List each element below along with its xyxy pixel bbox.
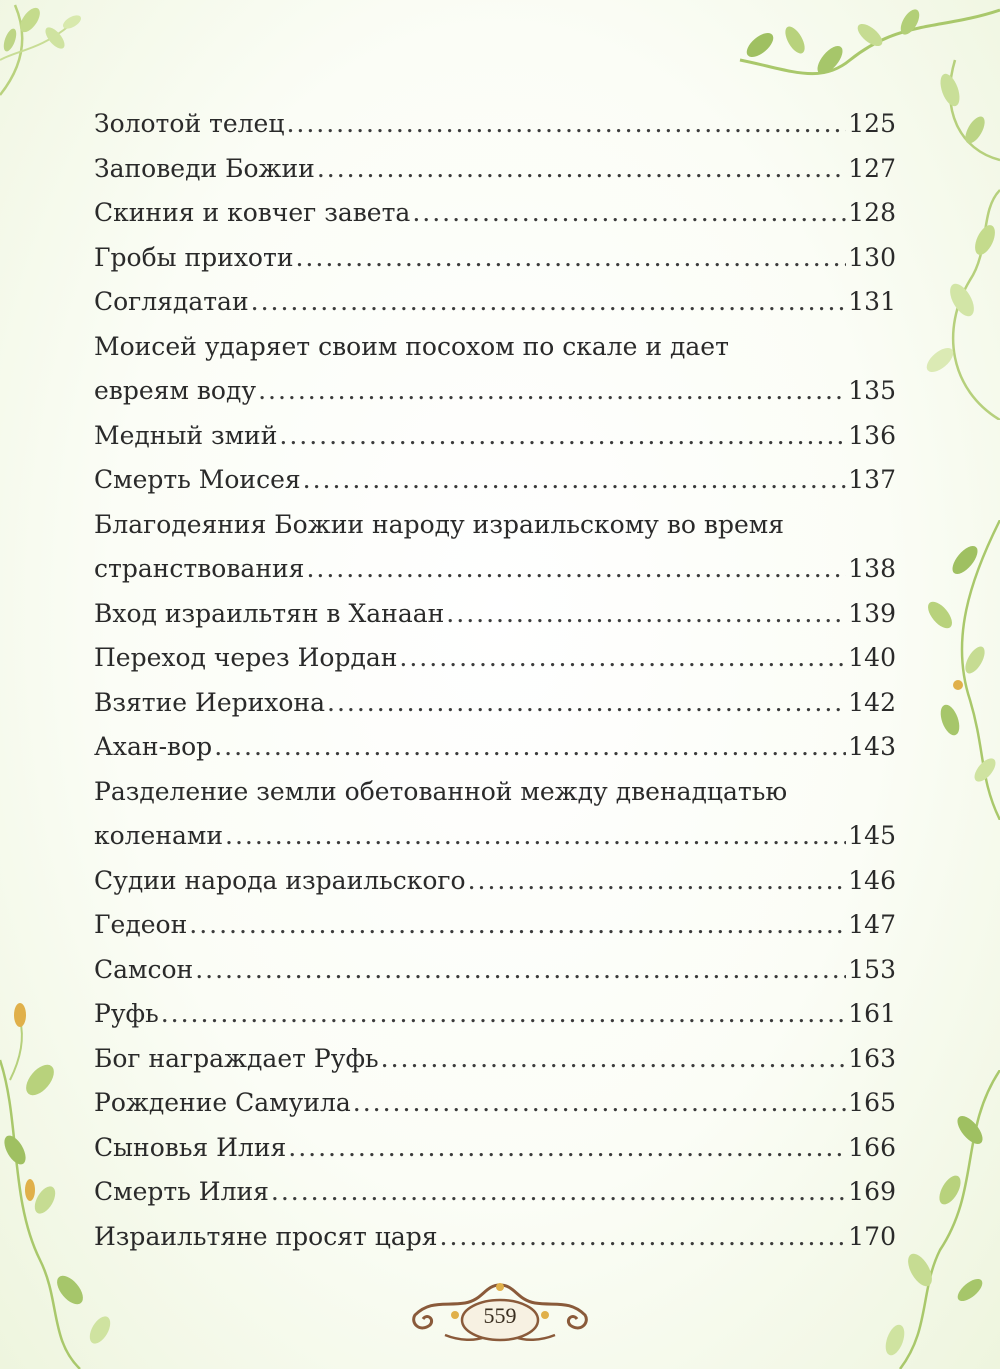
- dot-leader: [271, 1170, 846, 1215]
- toc-entry[interactable]: [94, 102, 896, 147]
- toc-entry-title: Израильтяне просят царя: [94, 1221, 438, 1251]
- toc-entry-page: 130: [848, 242, 896, 272]
- toc-entry-title: Смерть Илия: [94, 1177, 269, 1206]
- dot-leader: [258, 369, 846, 414]
- toc-entry-title: Взятие Иерихона: [94, 687, 325, 717]
- toc-entry-page: 140: [848, 643, 896, 672]
- toc-entry[interactable]: [94, 948, 896, 993]
- toc-entry-page: 138: [848, 554, 896, 583]
- toc-entry[interactable]: [94, 681, 896, 726]
- toc-entry-page: 146: [848, 865, 896, 895]
- dot-leader: [381, 1037, 847, 1082]
- toc-entry-page: 131: [848, 287, 896, 316]
- dot-leader: [446, 592, 846, 637]
- toc-entry-title-line1: Разделение земли обетованной между двенадцатью: [94, 776, 788, 806]
- toc-entry-page: 142: [848, 687, 896, 717]
- toc-entry[interactable]: [94, 1215, 896, 1260]
- toc-entry-page: 163: [848, 1043, 896, 1073]
- toc-entry[interactable]: [94, 770, 896, 859]
- toc-entry-title: Медный змий: [94, 420, 278, 450]
- dot-leader: [251, 280, 847, 325]
- dot-leader: [353, 1081, 847, 1126]
- dot-leader: [214, 725, 846, 770]
- dot-leader: [317, 147, 846, 192]
- toc-entry-page: 136: [848, 420, 896, 450]
- toc-entry-page: 137: [848, 465, 896, 494]
- toc-entry[interactable]: [94, 236, 896, 281]
- page-number-footer: [405, 1275, 595, 1355]
- toc-entry[interactable]: [94, 636, 896, 681]
- toc-entry[interactable]: [94, 1170, 896, 1215]
- toc-entry-page: 139: [848, 598, 896, 628]
- toc-entry[interactable]: [94, 280, 896, 325]
- toc-entry-title: Сыновья Илия: [94, 1132, 287, 1162]
- dot-leader: [195, 948, 846, 993]
- toc-entry[interactable]: [94, 1126, 896, 1171]
- toc-entry-title: Заповеди Божии: [94, 153, 315, 183]
- toc-entry-title: Руфь: [94, 999, 159, 1028]
- toc-entry[interactable]: [94, 458, 896, 503]
- toc-entry-title: Рождение Самуила: [94, 1088, 351, 1117]
- toc-entry-title: евреям воду: [94, 376, 257, 405]
- toc-entry-title: Вход израильтян в Ханаан: [94, 598, 445, 628]
- toc-entry[interactable]: [94, 903, 896, 948]
- toc-entry[interactable]: [94, 191, 896, 236]
- toc-entry[interactable]: [94, 414, 896, 459]
- toc-entry[interactable]: [94, 325, 896, 414]
- toc-entry-page: 153: [848, 954, 896, 984]
- floral-right-middle-decoration: [910, 520, 1000, 820]
- toc-entry[interactable]: [94, 1081, 896, 1126]
- toc-entry-title-line1: Моисей ударяет своим посохом по скале и дает: [94, 331, 729, 361]
- toc-entry-title: Смерть Моисея: [94, 465, 301, 494]
- toc-entry-title: Гедеон: [94, 910, 188, 939]
- toc-entry-title: Ахан-вор: [94, 732, 213, 761]
- toc-entry-page: 170: [848, 1221, 896, 1251]
- toc-entry-page: 165: [848, 1088, 896, 1117]
- toc-entry[interactable]: [94, 503, 896, 592]
- dot-leader: [295, 236, 846, 281]
- toc-entry-page: 128: [848, 198, 896, 227]
- toc-entry-page: 135: [848, 376, 896, 405]
- dot-leader: [440, 1215, 847, 1260]
- toc-entry-title: Судии народа израильского: [94, 865, 466, 895]
- table-of-contents: [94, 102, 896, 1259]
- dot-leader: [399, 636, 846, 681]
- dot-leader: [189, 903, 846, 948]
- toc-entry-title: Золотой телец: [94, 109, 285, 138]
- toc-entry-page: 145: [848, 821, 896, 850]
- toc-entry[interactable]: [94, 1037, 896, 1082]
- dot-leader: [303, 458, 847, 503]
- dot-leader: [412, 191, 846, 236]
- dot-leader: [306, 547, 846, 592]
- dot-leader: [225, 814, 846, 859]
- toc-entry[interactable]: [94, 992, 896, 1037]
- toc-entry-title: Скиния и ковчег завета: [94, 198, 411, 227]
- toc-entry-title: коленами: [94, 821, 224, 850]
- toc-entry-page: 166: [848, 1132, 896, 1162]
- toc-entry-title: странствования: [94, 554, 305, 583]
- toc-entry-page: 127: [848, 153, 896, 183]
- toc-entry-title-line1: Благодеяния Божии народу израильскому во время: [94, 509, 784, 539]
- toc-entry-title: Соглядатаи: [94, 287, 249, 316]
- toc-entry-title: Бог награждает Руфь: [94, 1043, 379, 1073]
- toc-entry-title: Самсон: [94, 954, 194, 984]
- dot-leader: [286, 102, 846, 147]
- toc-entry[interactable]: [94, 859, 896, 904]
- page-number: 559: [483, 1303, 517, 1328]
- dot-leader: [161, 992, 847, 1037]
- toc-entry-page: 143: [848, 732, 896, 761]
- floral-corner-top-left-decoration: [0, 0, 90, 110]
- toc-entry-page: 147: [848, 910, 896, 939]
- toc-entry[interactable]: [94, 725, 896, 770]
- toc-entry-page: 161: [848, 999, 896, 1028]
- dot-leader: [468, 859, 847, 904]
- toc-entry[interactable]: [94, 147, 896, 192]
- toc-entry-title: Переход через Иордан: [94, 643, 398, 672]
- toc-entry-title: Гробы прихоти: [94, 242, 294, 272]
- toc-entry-page: 169: [848, 1177, 896, 1206]
- dot-leader: [327, 681, 846, 726]
- dot-leader: [279, 414, 846, 459]
- toc-entry-page: 125: [848, 109, 896, 138]
- dot-leader: [288, 1126, 846, 1171]
- toc-entry[interactable]: [94, 592, 896, 637]
